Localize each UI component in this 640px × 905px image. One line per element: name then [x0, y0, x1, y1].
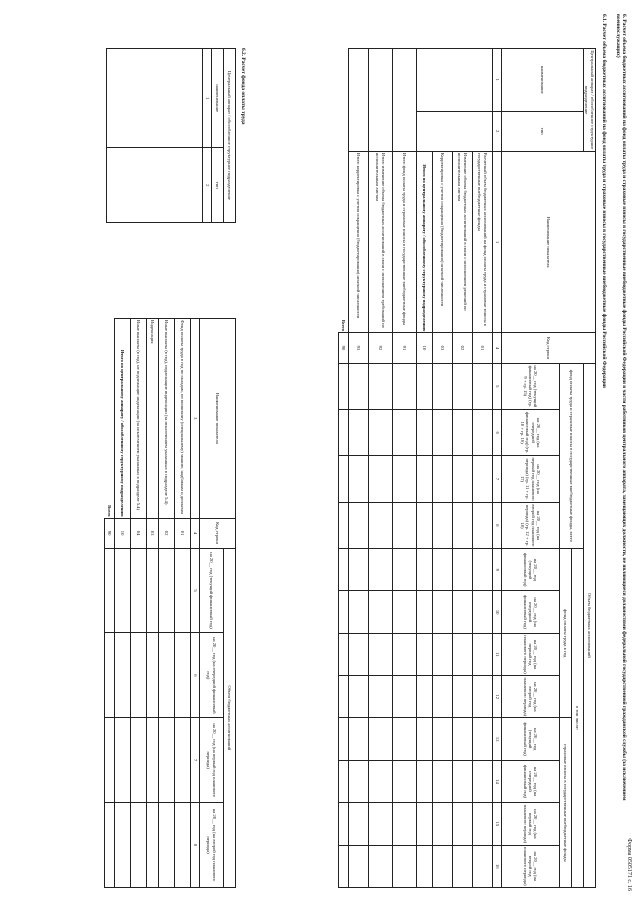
table-total-row: [339, 49, 349, 888]
row-code: 04: [131, 518, 147, 548]
t3-colnum: 7: [191, 718, 200, 803]
t1-colnum: 11: [493, 633, 502, 675]
total-code: 90: [105, 518, 115, 548]
t1-header-org: Центральный аппарат / обособленное структурное подразделение: [584, 50, 595, 150]
t1-col-e-strah: на 20__ год (текущий финансовый год): [502, 718, 560, 760]
t1-colnum: 10: [493, 591, 502, 633]
t3-colnum: 6: [191, 633, 200, 718]
t1-colnum: 4: [493, 333, 502, 363]
t1-colnum: 8: [493, 502, 502, 548]
t1-header-indicator: Наименование показателя: [502, 151, 596, 333]
row-code: 02: [159, 518, 175, 548]
row-code: 91: [393, 333, 417, 363]
row-code: 03: [433, 333, 453, 363]
t2-colnum: 2: [203, 148, 212, 223]
table-row: [473, 49, 493, 888]
t1-header-fot: фонд оплаты труда в год: [560, 549, 572, 718]
t1-col-g-fot: на 20__ год (на первый год планового периода): [502, 633, 560, 675]
row-code: 92: [369, 333, 393, 363]
t1-col-f-fot: на 20__ год (на очередной финансовый год): [502, 591, 560, 633]
table-6-2-fot: [104, 318, 236, 888]
t2-header-name: наименование: [212, 49, 224, 148]
table-row: [159, 319, 175, 888]
row-label: Расчетный объем бюджетных ассигнований на фонд оплаты труда и страховые взносы в государственные внебюджетные фонды: [473, 151, 493, 333]
t3-colnum: 5: [191, 548, 200, 633]
row-label: Иные выплаты (в год), не подлежащие индексации (за исключением указанных в подразделе 5.4): [131, 319, 147, 519]
t1-header-fot-strah: фонд оплаты труда и страховые взносы в государственные внебюджетные фонды, всего: [560, 363, 584, 549]
t1-colnum: 9: [493, 549, 502, 591]
t3-col-c: на 20__ год (на первый год планового периода): [200, 718, 224, 803]
row-label: Иные выплаты (в год), подлежащие индексации (за исключением указанных в подразделе 5.4): [159, 319, 175, 519]
row-code: 02: [453, 333, 473, 363]
row-code: 01: [473, 333, 493, 363]
t1-header-strah: страховые взносы в государственные внебюджетные фонды: [560, 718, 572, 888]
t1-colnum: 1: [493, 49, 502, 112]
section-6-title: 6. Расчет объема бюджетных ассигнований на фонд оплаты труда и страховые взносы в государственные внебюджетные фонды Российской Федерации в части работников центрального аппарата, замещающих должности, не являющиеся должностями федеральной государственной гражданской службы (за исключением военнослужащих): [615, 14, 627, 801]
table-6-1: [338, 48, 596, 888]
t1-col-f-strah: на 20__ год (на очередной финансовый год): [502, 760, 560, 802]
table-row: [453, 49, 473, 888]
t2-header-org: Центральный аппарат / обособленное структурное подразделение: [224, 49, 236, 223]
row-label: Итого изменение объема бюджетных ассигнований в связи с исполнением требований по исполнительным листам: [369, 151, 393, 333]
t1-col-g-strah: на 20__ год (на первый год планового периода): [502, 803, 560, 845]
t3-col-b: на 20__ год (на очередной финансовый год): [200, 633, 224, 718]
t3-colnum: 8: [191, 803, 200, 888]
row-code: 01: [175, 518, 191, 548]
t1-col-a: на 20__ год (текущий финансовый год) (гр. 9 + гр. 15): [502, 363, 560, 409]
t1-colnum: 12: [493, 676, 502, 718]
t1-colnum: 5: [493, 363, 502, 409]
row-code: 10: [417, 333, 433, 363]
table-row: [369, 49, 393, 888]
t1-colnum-row: [493, 49, 502, 888]
section-6-2-title: 6.2. Расчет фонда оплаты труда: [240, 48, 246, 125]
table-row: [433, 49, 453, 888]
t3-col-a: на 20__ год (текущий финансовый год): [200, 548, 224, 633]
table-row: [115, 319, 131, 888]
row-label: Изменение объема бюджетных ассигнований в связи с исполнением решений по исполнительным листам: [453, 151, 473, 333]
table-6-2-org: [106, 48, 236, 223]
row-label: Индексация: [147, 319, 159, 519]
row-label: Фонд оплаты труда в год по окладам, по воинскому (специальному) званию, надбавкам и доплатам: [175, 319, 191, 519]
t1-col-b: на 20__ год (на очередной финансовый год) (гр. 10 + гр. 16): [502, 409, 560, 455]
row-label: Итого по центральному аппарату / обособленному структурному подразделению: [115, 319, 131, 519]
table-row: [147, 319, 159, 888]
row-label: Итого по центральному аппарату / обособленному структурному подразделению: [417, 151, 433, 333]
row-label: Итого фонд оплаты труда и страховые взносы в государственные внебюджетные фонды: [393, 151, 417, 333]
t3-colnum: 4: [191, 518, 200, 548]
t1-header-type: тип: [502, 111, 584, 151]
table-row: [175, 319, 191, 888]
t2-colnum: 1: [203, 49, 212, 148]
row-label: Корректировка с учетом сокращения (бюджетирования) штатной численности: [433, 151, 453, 333]
t1-colnum: 1: [493, 151, 502, 333]
total-label: Всего: [339, 49, 349, 333]
t3-col-d: на 20__ год (на второй год планового периода): [200, 803, 224, 888]
row-code: 10: [115, 518, 131, 548]
t1-colnum: 15: [493, 803, 502, 845]
t3-header-code: Код строки: [200, 518, 236, 548]
t1-colnum: 13: [493, 718, 502, 760]
table-row: [349, 49, 369, 888]
t1-header-volume: Объем бюджетных ассигнований: [584, 363, 596, 887]
total-label: Всего: [105, 319, 115, 519]
t1-header-name: наименование: [502, 49, 584, 112]
form-number: Форма 0505171 с. 16: [626, 838, 632, 891]
table-row: [417, 49, 433, 888]
t1-col-c: на 20__ год (на первый год планового периода) (гр. 11 + гр. 17): [502, 456, 560, 502]
t3-header-indicator: Наименование показателя: [200, 319, 236, 519]
t1-colnum: 6: [493, 409, 502, 455]
t1-col-h-strah: на 20__ год (на второй год планового периода): [502, 845, 560, 888]
t1-colnum: 2: [493, 111, 502, 151]
t1-colnum: 14: [493, 760, 502, 802]
t1-col-h-fot: на 20__ год (на второй год планового периода): [502, 676, 560, 718]
row-code: 93: [349, 333, 369, 363]
table-row: [131, 319, 147, 888]
total-code: 90: [339, 333, 349, 363]
row-label: Итого корректировка с учетом сокращения (бюджетирования) штатной численности: [349, 151, 369, 333]
t1-col-d: на 20__ год (на второй год планового периода) (гр. 12 + гр. 18): [502, 502, 560, 548]
t3-header-volume: Объем бюджетных ассигнований: [224, 548, 236, 887]
t3-colnum: 3: [191, 319, 200, 519]
t1-header-incl: в том числе:: [572, 549, 584, 888]
table-row: [393, 49, 417, 888]
t1-colnum: 7: [493, 456, 502, 502]
t2-header-type: тип: [212, 148, 224, 223]
t1-colnum: 16: [493, 845, 502, 888]
t1-col-e-fot: на 20__ год (текущий финансовый год): [502, 549, 560, 591]
row-code: 03: [147, 518, 159, 548]
table-total-row: [105, 319, 115, 888]
section-6-1-title: 6.1. Расчет объема бюджетных ассигнований на фонд оплаты труда и страховые взносы в государственные внебюджетные фонды Российской Федерации: [601, 14, 607, 388]
t1-header-code: Код строки: [502, 333, 596, 363]
